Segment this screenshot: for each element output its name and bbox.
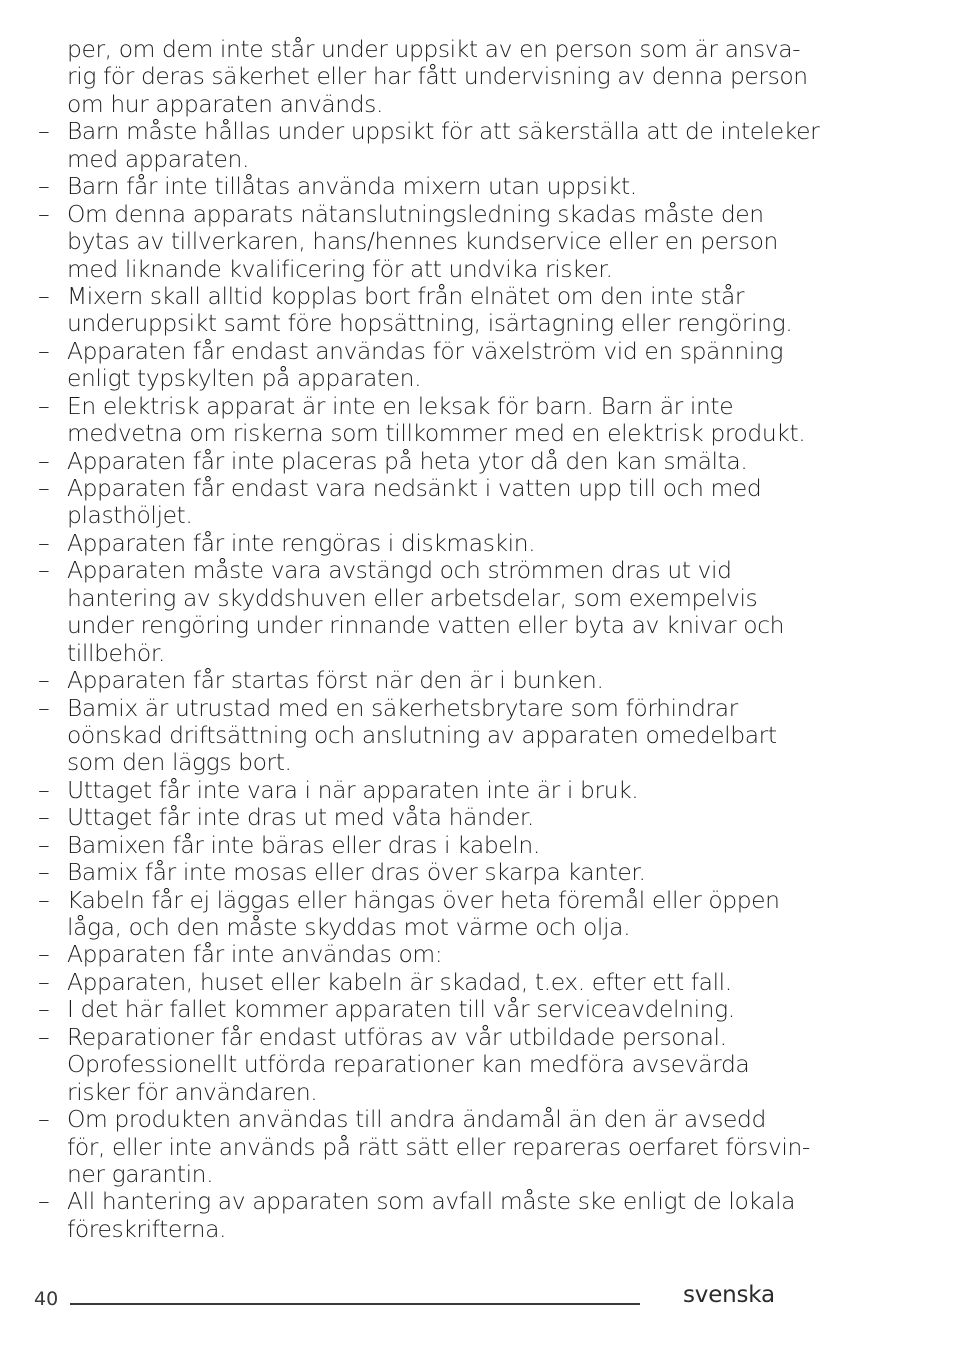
bullet-dash: – bbox=[38, 1105, 50, 1134]
bullet-dash: – bbox=[38, 967, 50, 996]
bullet-dash: – bbox=[38, 474, 50, 502]
line-text: Reparationer får endast utföras av vår utbildade personal. bbox=[67, 1022, 727, 1051]
line-text: Barn måste hållas under uppsikt för att säkerställa att de inteleker bbox=[67, 117, 820, 146]
bullet-dash: – bbox=[38, 995, 50, 1024]
list-continuation-line bbox=[0, 749, 954, 776]
list-continuation-line bbox=[0, 365, 954, 392]
list-continuation-line bbox=[0, 502, 954, 529]
list-continuation-line bbox=[0, 612, 954, 639]
list-item-line bbox=[0, 1188, 954, 1215]
line-text: låga, och den måste skyddas mot värme och olja. bbox=[67, 913, 631, 941]
line-text: tillbehör. bbox=[67, 638, 165, 667]
line-text: hantering av skyddshuven eller arbetsdelar, som exempelvis bbox=[67, 583, 758, 612]
list-item-line bbox=[0, 695, 954, 722]
bullet-dash: – bbox=[38, 666, 50, 695]
bullet-dash: – bbox=[38, 556, 50, 585]
bullet-dash: – bbox=[38, 281, 50, 310]
line-text: Apparaten måste vara avstängd och strömmen dras ut vid bbox=[67, 556, 732, 585]
bullet-dash: – bbox=[38, 940, 50, 969]
list-item-line bbox=[0, 201, 954, 228]
bullet-dash: – bbox=[38, 336, 50, 365]
list-item-line bbox=[0, 283, 954, 310]
bullet-dash: – bbox=[38, 775, 50, 804]
list-continuation-line bbox=[0, 420, 954, 447]
list-continuation-line bbox=[0, 1216, 954, 1243]
bullet-dash: – bbox=[38, 172, 50, 201]
line-text: Bamix är utrustad med en säkerhetsbrytare som förhindrar bbox=[67, 693, 738, 722]
line-text: plasthöljet. bbox=[67, 501, 193, 530]
line-text: enligt typskylten på apparaten. bbox=[67, 364, 422, 393]
instructions-list bbox=[0, 36, 954, 1243]
bullet-dash: – bbox=[38, 693, 50, 722]
bullet-dash: – bbox=[38, 391, 50, 420]
list-continuation-line bbox=[0, 146, 954, 173]
line-text: Uttaget får inte vara i när apparaten inte är i bruk. bbox=[67, 775, 639, 804]
line-text: föreskrifterna. bbox=[67, 1214, 227, 1243]
list-item-line bbox=[0, 475, 954, 502]
list-continuation-line bbox=[0, 1134, 954, 1161]
list-item-line bbox=[0, 530, 954, 557]
line-text: underuppsikt samt före hopsättning, isärtagning eller rengöring. bbox=[67, 309, 793, 338]
list-continuation-line bbox=[0, 640, 954, 667]
list-item-line bbox=[0, 832, 954, 859]
bullet-dash: – bbox=[38, 199, 50, 228]
list-item-line bbox=[0, 777, 954, 804]
list-continuation-line bbox=[0, 310, 954, 337]
page-footer bbox=[0, 1280, 954, 1320]
bullet-dash: – bbox=[38, 528, 50, 557]
list-continuation-line bbox=[0, 91, 954, 118]
list-continuation-line bbox=[0, 36, 954, 63]
list-continuation-line bbox=[0, 1161, 954, 1188]
line-text: med liknande kvalificering för att undvika risker. bbox=[67, 254, 613, 283]
line-text: Apparaten får inte användas om: bbox=[67, 940, 443, 969]
list-item-line bbox=[0, 667, 954, 694]
line-text: Apparaten får inte rengöras i diskmaskin. bbox=[67, 528, 536, 557]
line-text: Apparaten får endast vara nedsänkt i vatten upp till och med bbox=[67, 474, 762, 502]
line-text: Bamixen får inte bäras eller dras i kabeln. bbox=[67, 830, 540, 859]
list-continuation-line bbox=[0, 228, 954, 255]
line-text: risker för användaren. bbox=[67, 1077, 318, 1106]
line-text: Om produkten användas till andra ändamål än den är avsedd bbox=[67, 1105, 766, 1134]
list-item-line bbox=[0, 1024, 954, 1051]
line-text: för, eller inte används på rätt sätt eller repareras oerfaret försvin- bbox=[67, 1132, 810, 1161]
line-text: om hur apparaten används. bbox=[67, 89, 383, 118]
list-continuation-line bbox=[0, 585, 954, 612]
list-continuation-line bbox=[0, 1051, 954, 1078]
bullet-dash: – bbox=[38, 446, 50, 475]
bullet-dash: – bbox=[38, 858, 50, 887]
line-text: Uttaget får inte dras ut med våta händer. bbox=[67, 803, 534, 832]
list-item-line bbox=[0, 941, 954, 968]
line-text: Oprofessionellt utförda reparationer kan medföra avsevärda bbox=[67, 1050, 750, 1079]
list-item-line bbox=[0, 393, 954, 420]
language-label: svenska bbox=[683, 1282, 775, 1308]
line-text: rig för deras säkerhet eller har fått undervisning av denna person bbox=[67, 62, 808, 91]
bullet-dash: – bbox=[38, 830, 50, 859]
line-text: Apparaten får inte placeras på heta ytor då den kan smälta. bbox=[67, 446, 748, 475]
list-item-line bbox=[0, 804, 954, 831]
bullet-dash: – bbox=[38, 885, 50, 914]
line-text: I det här fallet kommer apparaten till vår serviceavdelning. bbox=[67, 995, 735, 1024]
list-item-line bbox=[0, 1106, 954, 1133]
line-text: Apparaten får startas först när den är i bunken. bbox=[67, 666, 604, 695]
bullet-dash: – bbox=[38, 1022, 50, 1051]
list-item-line bbox=[0, 118, 954, 145]
list-item-line bbox=[0, 338, 954, 365]
line-text: Mixern skall alltid kopplas bort från elnätet om den inte står bbox=[67, 281, 745, 310]
bullet-dash: – bbox=[38, 803, 50, 832]
line-text: medvetna om riskerna som tillkommer med en elektrisk produkt. bbox=[67, 419, 806, 448]
line-text: Kabeln får ej läggas eller hängas över heta föremål eller öppen bbox=[67, 885, 780, 914]
line-text: En elektrisk apparat är inte en leksak för barn. Barn är inte bbox=[67, 391, 734, 420]
list-continuation-line bbox=[0, 1079, 954, 1106]
list-continuation-line bbox=[0, 256, 954, 283]
list-item-line bbox=[0, 173, 954, 200]
list-continuation-line bbox=[0, 722, 954, 749]
line-text: under rengöring under rinnande vatten eller byta av knivar och bbox=[67, 611, 785, 640]
list-item-line bbox=[0, 859, 954, 886]
line-text: Bamix får inte mosas eller dras över skarpa kanter. bbox=[67, 858, 646, 887]
bullet-dash: – bbox=[38, 117, 50, 146]
list-item-line bbox=[0, 557, 954, 584]
line-text: Barn får inte tillåtas använda mixern utan uppsikt. bbox=[67, 172, 637, 201]
footer-rule bbox=[70, 1303, 640, 1305]
line-text: som den läggs bort. bbox=[67, 748, 292, 777]
bullet-dash: – bbox=[38, 1187, 50, 1216]
list-item-line bbox=[0, 887, 954, 914]
page-number: 40 bbox=[34, 1288, 59, 1310]
list-item-line bbox=[0, 996, 954, 1023]
line-text: bytas av tillverkaren, hans/hennes kundservice eller en person bbox=[67, 227, 778, 256]
line-text: oönskad driftsättning och anslutning av apparaten omedelbart bbox=[67, 720, 777, 749]
list-item-line bbox=[0, 448, 954, 475]
list-continuation-line bbox=[0, 63, 954, 90]
list-continuation-line bbox=[0, 914, 954, 941]
line-text: per, om dem inte står under uppsikt av en person som är ansva- bbox=[67, 35, 801, 63]
line-text: Om denna apparats nätanslutningsledning skadas måste den bbox=[67, 199, 764, 228]
line-text: All hantering av apparaten som avfall måste ske enligt de lokala bbox=[67, 1187, 796, 1216]
line-text: Apparaten får endast användas för växelström vid en spänning bbox=[67, 336, 784, 365]
line-text: Apparaten, huset eller kabeln är skadad, t.ex. efter ett fall. bbox=[67, 967, 732, 996]
line-text: ner garantin. bbox=[67, 1159, 214, 1188]
line-text: med apparaten. bbox=[67, 144, 249, 173]
list-item-line bbox=[0, 969, 954, 996]
